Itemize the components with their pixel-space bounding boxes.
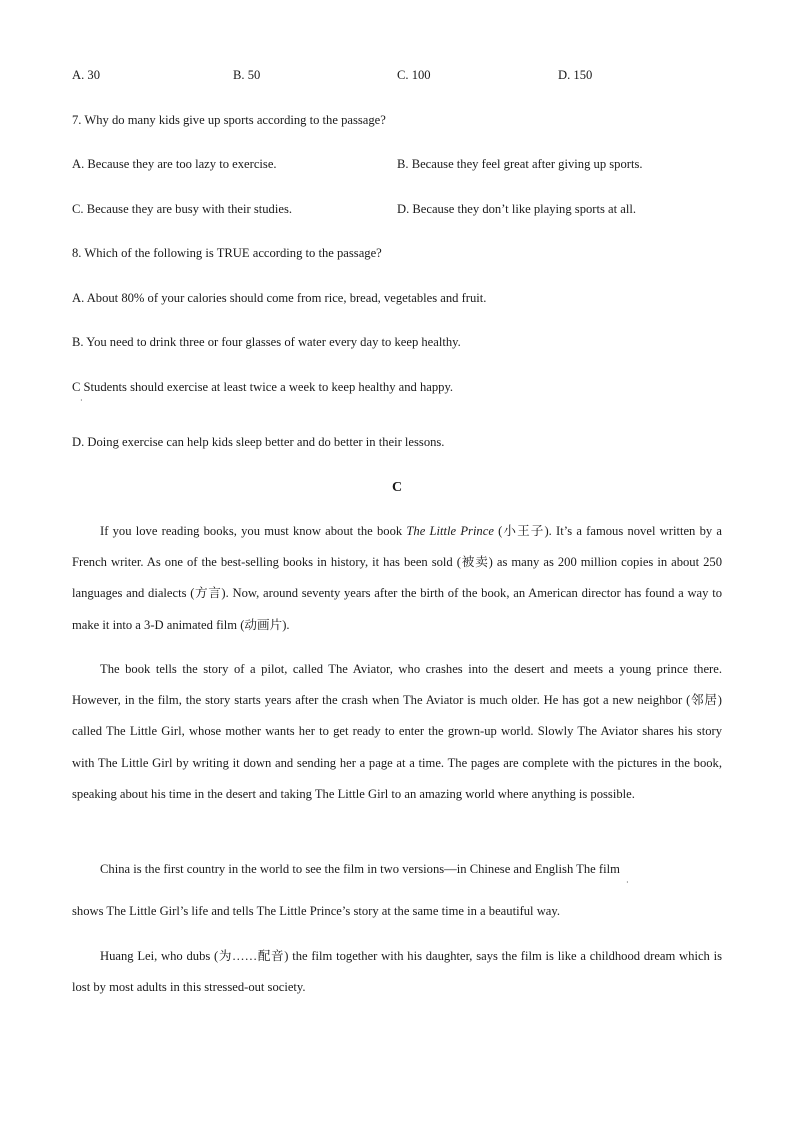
q8-option-c: C Students should exercise at least twice a week to keep healthy and happy. [72, 380, 454, 394]
q7-option-c: C. Because they are busy with their studies. [72, 202, 292, 216]
book-title: The Little Prince [406, 524, 494, 538]
q6-option-a: A. 30 [72, 68, 100, 82]
section-heading: C [391, 480, 403, 495]
q7-option-b: B. Because they feel great after giving up sports. [397, 157, 643, 171]
q7-question: 7. Why do many kids give up sports according to the passage? [72, 113, 386, 127]
passage-paragraph-1 [72, 516, 722, 641]
p1-text-after: (小王子). It’s a famous novel written by a French writer. As one of the best-selling books in history, it has been sold (被卖) as many as 200 million copies in about 250 languages and dialects (方言). Now, around seventy years after the birth of the book, an American director has found a way to make it into a 3-D animated film (动画片). [72, 524, 722, 632]
passage-paragraph-3-line-2: shows The Little Girl’s life and tells The Little Prince’s story at the same time in a beautiful way. [72, 904, 561, 918]
q8-option-d: D. Doing exercise can help kids sleep better and do better in their lessons. [72, 435, 445, 449]
stray-mark: · [80, 396, 83, 405]
passage-paragraph-4: Huang Lei, who dubs (为……配音) the film together with his daughter, says the film is like a childhood dream which is lost by most adults in this stressed-out society. [72, 949, 722, 995]
q6-option-d: D. 150 [558, 68, 593, 82]
q6-option-b: B. 50 [233, 68, 261, 82]
q8-question: 8. Which of the following is TRUE according to the passage? [72, 246, 382, 260]
q8-option-b: B. You need to drink three or four glasses of water every day to keep healthy. [72, 335, 461, 349]
stray-mark-2: · [626, 878, 629, 887]
passage-paragraph-3-line-1: China is the first country in the world to see the film in two versions—in Chinese and English The film [100, 862, 620, 876]
p1-text-before: If you love reading books, you must know about the book [100, 524, 407, 538]
q7-option-d: D. Because they don’t like playing sports at all. [397, 202, 636, 216]
q8-option-a: A. About 80% of your calories should come from rice, bread, vegetables and fruit. [72, 291, 487, 305]
passage-paragraph-2: The book tells the story of a pilot, called The Aviator, who crashes into the desert and meets a young prince there. However, in the film, the story starts years after the crash when The Aviator is much older. He has got a new neighbor (邻居) called The Little Girl, whose mother wants her to get ready to enter the grown-up world. Slowly The Aviator shares his story with The Little Girl by writing it down and sending her a page at a time. The pages are complete with the pictures in the book, speaking about his time in the desert and taking The Little Girl to an amazing world where anything is possible. [72, 662, 722, 801]
q7-option-a: A. Because they are too lazy to exercise. [72, 157, 277, 171]
q6-option-c: C. 100 [397, 68, 431, 82]
